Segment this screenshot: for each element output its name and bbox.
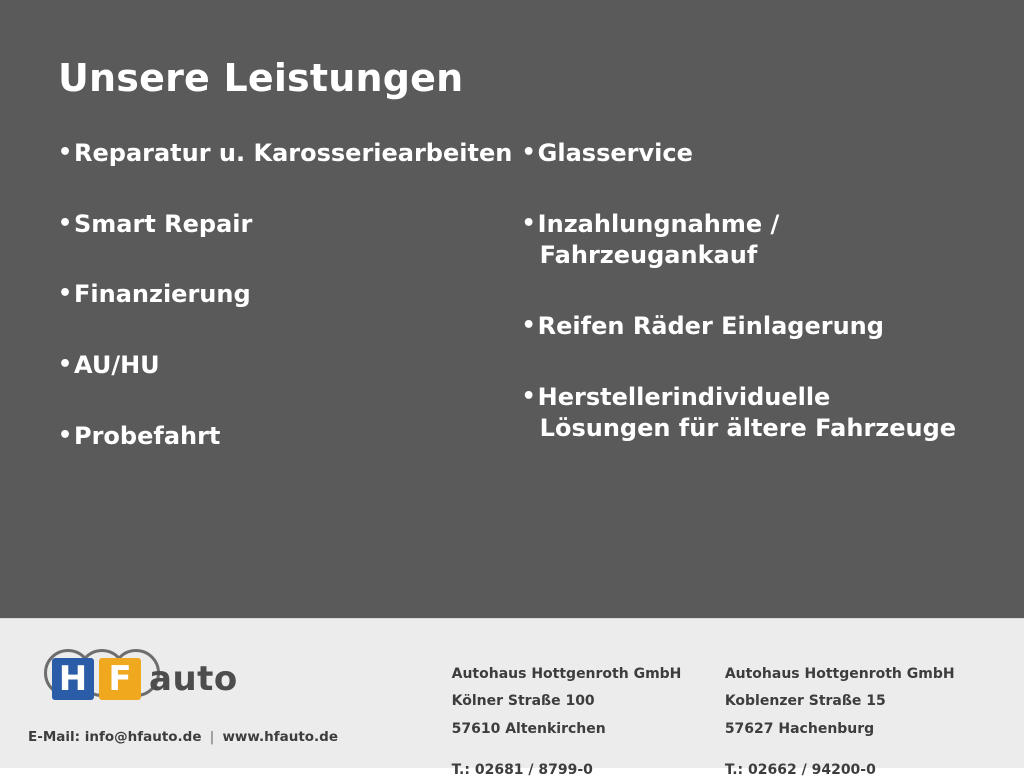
services-column-left xyxy=(58,138,517,491)
contact-line xyxy=(28,729,452,745)
footer xyxy=(0,618,1024,778)
company-name: Autohaus Hottgenroth GmbH xyxy=(724,666,955,682)
logo xyxy=(38,647,452,711)
city: 57627 Hachenburg xyxy=(724,720,875,737)
list-item-label: Probefahrt xyxy=(74,421,221,450)
list-item-label: Glasservice xyxy=(537,139,693,167)
email-label[interactable]: E-Mail: info@hfauto.de xyxy=(28,729,202,745)
bullet-icon: • xyxy=(58,140,73,165)
list-item xyxy=(522,209,966,272)
page-title: Unsere Leistungen xyxy=(58,56,464,100)
bullet-icon: • xyxy=(58,210,73,236)
bullet-icon: • xyxy=(521,210,536,236)
list-item xyxy=(522,311,966,343)
list-item-label: Smart Repair xyxy=(74,209,253,238)
list-item-line-2: Lösungen für ältere Fahrzeuge xyxy=(539,414,957,443)
list-item-label: AU/HU xyxy=(74,351,160,380)
logo-wordmark xyxy=(52,658,238,700)
bullet-icon: • xyxy=(58,422,73,448)
bullet-icon: • xyxy=(521,140,536,165)
list-item xyxy=(522,382,966,445)
list-item-label xyxy=(538,382,966,445)
address-block-2 xyxy=(725,637,998,784)
website-link[interactable]: www.hfauto.de xyxy=(222,729,338,745)
list-item-label: Finanzierung xyxy=(74,280,251,309)
services-column-right xyxy=(517,138,966,484)
list-item-line-1: Inzahlungnahme / xyxy=(537,209,780,238)
street: Kölner Straße 100 xyxy=(451,693,595,710)
services-columns xyxy=(58,138,966,491)
list-item xyxy=(58,209,517,241)
list-item xyxy=(522,138,966,170)
bullet-icon: • xyxy=(58,352,73,378)
phone: T.: 02681 / 8799-0 xyxy=(451,761,593,778)
brand-block xyxy=(26,637,452,745)
bullet-icon: • xyxy=(521,313,536,339)
bullet-icon: • xyxy=(521,383,536,409)
logo-word-auto: auto xyxy=(149,659,238,699)
list-item-label xyxy=(538,209,966,272)
company-name: Autohaus Hottgenroth GmbH xyxy=(451,666,682,682)
list-item-label: Reifen Räder Einlagerung xyxy=(537,312,884,341)
list-item xyxy=(58,279,517,311)
list-item-line-1: Herstellerindividuelle xyxy=(537,382,831,411)
separator: | xyxy=(209,729,215,745)
address-block-1 xyxy=(452,637,725,784)
list-item xyxy=(58,350,517,382)
street: Koblenzer Straße 15 xyxy=(724,693,886,710)
logo-letter-f: F xyxy=(99,658,141,700)
list-item-line-2: Fahrzeugankauf xyxy=(539,241,758,270)
list-item xyxy=(58,138,517,170)
city: 57610 Altenkirchen xyxy=(451,720,606,737)
list-item xyxy=(58,421,517,453)
bullet-icon: • xyxy=(58,281,73,307)
list-item-label: Reparatur u. Karosseriearbeiten xyxy=(74,139,513,167)
phone: T.: 02662 / 94200-0 xyxy=(724,761,876,778)
logo-letter-h: H xyxy=(52,658,94,700)
